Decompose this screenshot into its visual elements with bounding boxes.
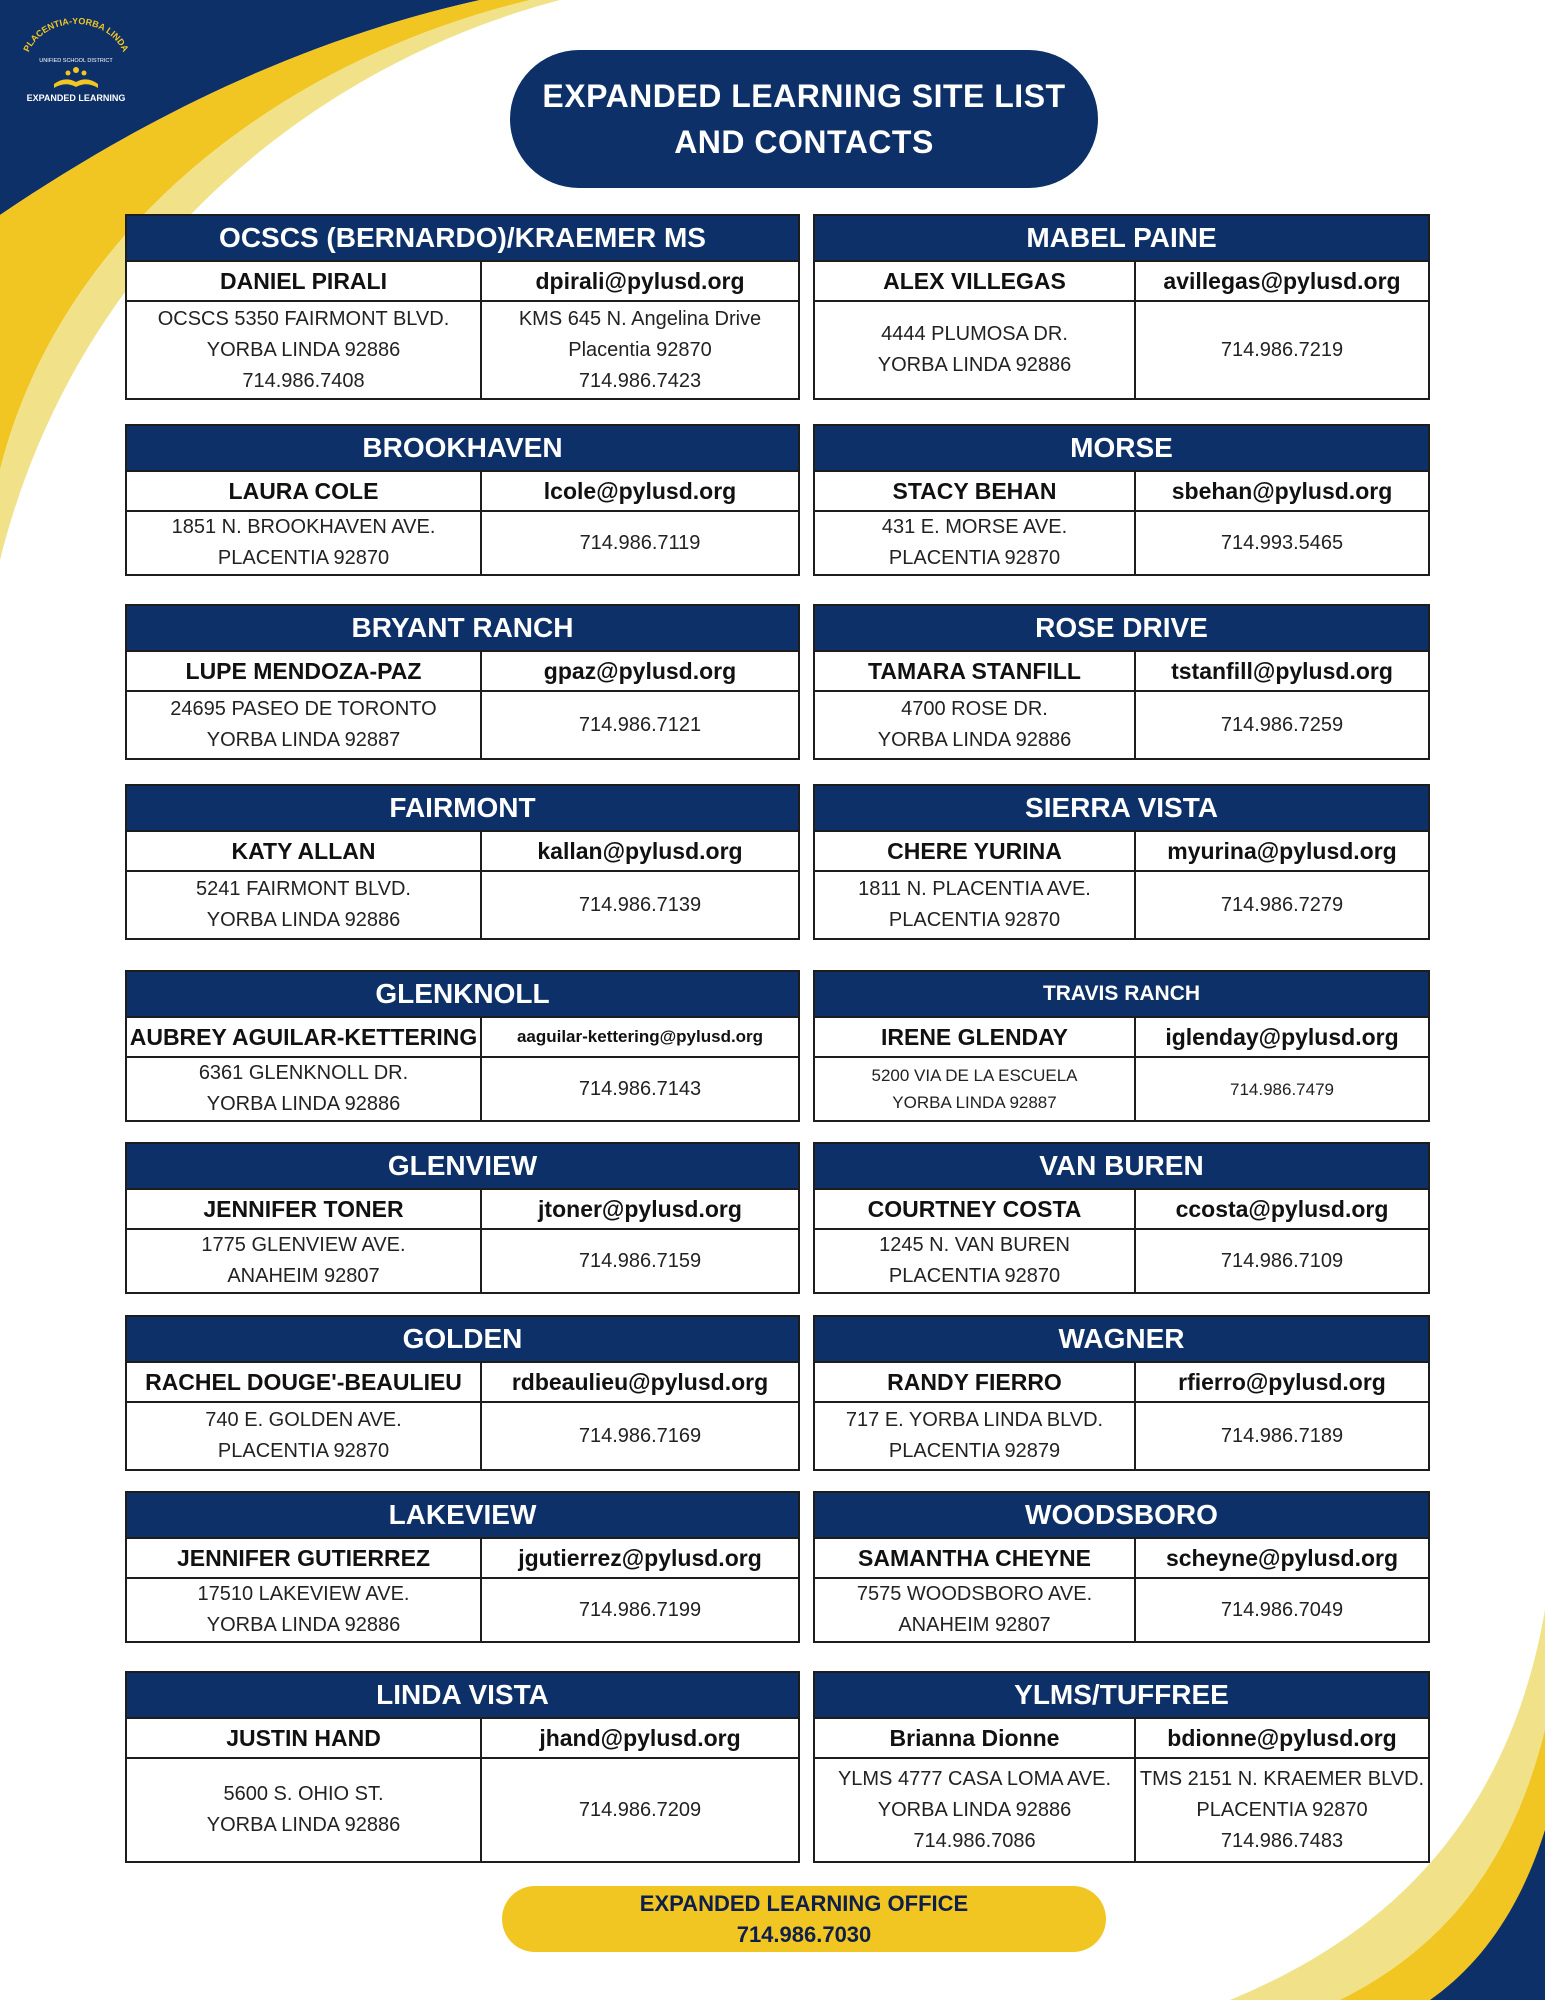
site-email[interactable]: ccosta@pylusd.org <box>1175 1195 1389 1222</box>
site-details-right <box>482 512 798 574</box>
site-contact-name: TAMARA STANFILL <box>815 652 1136 690</box>
site-card-wagner <box>813 1315 1430 1471</box>
site-contact-name: KATY ALLAN <box>127 832 482 870</box>
site-detail-line: 714.986.7139 <box>578 893 702 916</box>
site-name: YLMS/TUFFREE <box>815 1673 1428 1719</box>
site-email[interactable]: tstanfill@pylusd.org <box>1171 657 1393 684</box>
site-email[interactable]: myurina@pylusd.org <box>1167 837 1397 864</box>
site-email[interactable]: gpaz@pylusd.org <box>543 657 737 684</box>
site-details-left <box>815 872 1136 938</box>
site-contact-name: IRENE GLENDAY <box>815 1018 1136 1056</box>
site-detail-line: 714.986.7109 <box>1220 1249 1344 1272</box>
site-detail-line: 4700 ROSE DR. <box>901 698 1048 720</box>
site-details-left <box>815 1058 1136 1120</box>
site-detail-line: 714.986.7199 <box>578 1598 702 1621</box>
site-detail-line: 431 E. MORSE AVE. <box>881 516 1068 538</box>
site-email[interactable]: avillegas@pylusd.org <box>1163 267 1401 294</box>
site-contact-name: JENNIFER GUTIERREZ <box>127 1539 482 1577</box>
site-details-left <box>815 1579 1136 1641</box>
site-details-left <box>127 1403 482 1469</box>
site-details-left <box>127 692 482 758</box>
site-card-glenknoll <box>125 970 800 1122</box>
site-detail-line: 714.986.7159 <box>578 1249 702 1272</box>
site-contact-name: JUSTIN HAND <box>127 1719 482 1757</box>
logo-arc-text: PLACENTIA-YORBA LINDA <box>21 18 131 54</box>
site-detail-line: ANAHEIM 92807 <box>898 1614 1051 1636</box>
site-details-left <box>127 1579 482 1641</box>
site-details-left <box>815 1759 1136 1861</box>
site-detail-line: 5200 VIA DE LA ESCUELA <box>871 1066 1078 1085</box>
site-contact-name: CHERE YURINA <box>815 832 1136 870</box>
site-details-right <box>482 1759 798 1861</box>
site-detail-line: 7575 WOODSBORO AVE. <box>856 1583 1093 1605</box>
site-detail-line: PLACENTIA 92879 <box>888 1440 1061 1462</box>
site-details-left <box>815 1403 1136 1469</box>
site-name: OCSCS (BERNARDO)/KRAEMER MS <box>127 216 798 262</box>
site-card-brookhaven <box>125 424 800 576</box>
site-details-right <box>1136 1058 1428 1120</box>
site-detail-line: OCSCS 5350 FAIRMONT BLVD. <box>157 307 450 330</box>
site-detail-line: YORBA LINDA 92886 <box>877 354 1072 376</box>
site-name: FAIRMONT <box>127 786 798 832</box>
site-name: GLENVIEW <box>127 1144 798 1190</box>
site-details-right <box>1136 1403 1428 1469</box>
site-detail-line: YORBA LINDA 92886 <box>206 909 401 931</box>
site-card-ylms-tuffree <box>813 1671 1430 1863</box>
site-contact-name: AUBREY AGUILAR-KETTERING <box>127 1018 482 1056</box>
site-email[interactable]: aaguilar-kettering@pylusd.org <box>516 1027 764 1046</box>
site-details-left <box>815 1230 1136 1292</box>
book-and-people-icon <box>54 67 98 88</box>
site-detail-line: 17510 LAKEVIEW AVE. <box>197 1583 410 1605</box>
site-details-right <box>482 302 798 398</box>
site-detail-line: 5600 S. OHIO ST. <box>223 1783 384 1805</box>
site-detail-line: PLACENTIA 92870 <box>888 547 1061 569</box>
page-title-line-1: EXPANDED LEARNING SITE LIST <box>542 78 1066 114</box>
site-detail-line: YORBA LINDA 92887 <box>206 729 401 751</box>
site-detail-line: 6361 GLENKNOLL DR. <box>198 1062 409 1084</box>
site-details-right <box>1136 872 1428 938</box>
site-details-right <box>482 1403 798 1469</box>
site-contact-name: Brianna Dionne <box>815 1719 1136 1757</box>
site-detail-line: 5241 FAIRMONT BLVD. <box>196 878 411 900</box>
site-detail-line: 714.986.7279 <box>1220 893 1344 916</box>
site-detail-line: YORBA LINDA 92887 <box>892 1093 1057 1112</box>
site-contact-name: SAMANTHA CHEYNE <box>815 1539 1136 1577</box>
site-detail-line: YORBA LINDA 92886 <box>206 338 401 361</box>
site-contact-name: LAURA COLE <box>127 472 482 510</box>
site-contact-name: DANIEL PIRALI <box>127 262 482 300</box>
site-name: SIERRA VISTA <box>815 786 1428 832</box>
site-details-right <box>482 1579 798 1641</box>
site-detail-line: 714.986.7209 <box>578 1798 702 1821</box>
site-contact-name: JENNIFER TONER <box>127 1190 482 1228</box>
site-detail-line: 714.986.7189 <box>1220 1424 1344 1447</box>
page-title <box>510 50 1098 188</box>
site-detail-line: 714.986.7119 <box>579 531 701 554</box>
office-contact-banner <box>502 1886 1106 1952</box>
site-name: WAGNER <box>815 1317 1428 1363</box>
site-detail-line: 714.986.7483 <box>1220 1829 1344 1852</box>
logo-label: EXPANDED LEARNING <box>26 93 126 103</box>
site-email[interactable]: scheyne@pylusd.org <box>1165 1544 1399 1571</box>
site-card-woodsboro <box>813 1491 1430 1643</box>
site-card-golden <box>125 1315 800 1471</box>
site-details-right <box>1136 692 1428 758</box>
site-name: LAKEVIEW <box>127 1493 798 1539</box>
site-email[interactable]: rfierro@pylusd.org <box>1178 1368 1386 1395</box>
site-detail-line: 714.986.7219 <box>1220 338 1344 361</box>
site-detail-line: 24695 PASEO DE TORONTO <box>170 698 437 720</box>
site-card-sierra-vista <box>813 784 1430 940</box>
site-detail-line: 717 E. YORBA LINDA BLVD. <box>845 1409 1104 1431</box>
site-card-ocscs-bernardo-kraemer-ms <box>125 214 800 400</box>
page-title-line-2: AND CONTACTS <box>674 124 934 160</box>
site-details-left <box>815 512 1136 574</box>
site-details-right <box>1136 1230 1428 1292</box>
site-details-right <box>1136 1759 1428 1861</box>
site-detail-line: 1811 N. PLACENTIA AVE. <box>858 878 1091 900</box>
site-details-right <box>1136 512 1428 574</box>
site-contact-name: ALEX VILLEGAS <box>815 262 1136 300</box>
site-detail-line: PLACENTIA 92870 <box>1196 1798 1368 1821</box>
site-email[interactable]: jhand@pylusd.org <box>539 1724 741 1751</box>
site-detail-line: 714.986.7479 <box>1230 1079 1334 1099</box>
site-detail-line: PLACENTIA 92870 <box>888 909 1061 931</box>
site-name: MABEL PAINE <box>815 216 1428 262</box>
site-name: BROOKHAVEN <box>127 426 798 472</box>
site-details-left <box>127 1230 482 1292</box>
site-details-right <box>482 1230 798 1292</box>
site-detail-line: 714.986.7408 <box>242 369 365 392</box>
site-detail-line: PLACENTIA 92870 <box>217 547 390 569</box>
site-detail-line: YORBA LINDA 92886 <box>206 1093 401 1115</box>
site-email[interactable]: lcole@pylusd.org <box>543 477 737 504</box>
site-detail-line: Placentia 92870 <box>568 338 712 361</box>
site-card-mabel-paine <box>813 214 1430 400</box>
site-contact-name: STACY BEHAN <box>815 472 1136 510</box>
site-email[interactable]: jgutierrez@pylusd.org <box>518 1544 762 1571</box>
site-details-right <box>1136 302 1428 398</box>
site-name: WOODSBORO <box>815 1493 1428 1539</box>
site-details-left <box>127 302 482 398</box>
office-label: EXPANDED LEARNING OFFICE <box>639 1891 969 1916</box>
site-detail-line: 740 E. GOLDEN AVE. <box>205 1409 402 1431</box>
site-contact-name: RANDY FIERRO <box>815 1363 1136 1401</box>
site-details-left <box>127 872 482 938</box>
site-detail-line: 714.986.7121 <box>578 713 702 736</box>
site-detail-line: 714.986.7143 <box>578 1077 702 1100</box>
site-card-travis-ranch <box>813 970 1430 1122</box>
site-details-right <box>482 1058 798 1120</box>
site-detail-line: YORBA LINDA 92886 <box>877 729 1072 751</box>
site-detail-line: 714.986.7423 <box>578 369 702 392</box>
site-email[interactable]: iglenday@pylusd.org <box>1165 1023 1399 1050</box>
site-detail-line: YLMS 4777 CASA LOMA AVE. <box>837 1767 1112 1790</box>
site-detail-line: 4444 PLUMOSA DR. <box>881 323 1068 345</box>
site-name: GLENKNOLL <box>127 972 798 1018</box>
site-details-right <box>1136 1579 1428 1641</box>
site-email[interactable]: rdbeaulieu@pylusd.org <box>511 1368 769 1395</box>
site-detail-line: 714.986.7259 <box>1220 713 1344 736</box>
site-detail-line: YORBA LINDA 92886 <box>206 1614 401 1636</box>
site-card-fairmont <box>125 784 800 940</box>
site-card-linda-vista <box>125 1671 800 1863</box>
site-card-rose-drive <box>813 604 1430 760</box>
site-name: TRAVIS RANCH <box>815 972 1428 1018</box>
site-detail-line: 1245 N. VAN BUREN <box>879 1234 1070 1256</box>
site-detail-line: 714.986.7049 <box>1220 1598 1344 1621</box>
site-name: VAN BUREN <box>815 1144 1428 1190</box>
site-name: MORSE <box>815 426 1428 472</box>
site-email[interactable]: jtoner@pylusd.org <box>538 1195 742 1222</box>
site-detail-line: PLACENTIA 92870 <box>217 1440 390 1462</box>
site-card-morse <box>813 424 1430 576</box>
site-details-right <box>482 872 798 938</box>
site-details-left <box>815 302 1136 398</box>
site-details-right <box>482 692 798 758</box>
site-name: LINDA VISTA <box>127 1673 798 1719</box>
site-contact-name: COURTNEY COSTA <box>815 1190 1136 1228</box>
site-details-left <box>127 512 482 574</box>
site-contact-name: LUPE MENDOZA-PAZ <box>127 652 482 690</box>
site-card-lakeview <box>125 1491 800 1643</box>
site-details-left <box>127 1058 482 1120</box>
office-phone: 714.986.7030 <box>736 1922 872 1947</box>
site-email[interactable]: sbehan@pylusd.org <box>1171 477 1393 504</box>
site-detail-line: YORBA LINDA 92886 <box>877 1798 1072 1821</box>
site-card-bryant-ranch <box>125 604 800 760</box>
site-detail-line: 714.993.5465 <box>1220 531 1344 554</box>
site-detail-line: PLACENTIA 92870 <box>888 1265 1061 1287</box>
site-name: ROSE DRIVE <box>815 606 1428 652</box>
site-detail-line: 1775 GLENVIEW AVE. <box>201 1234 406 1256</box>
site-detail-line: TMS 2151 N. KRAEMER BLVD. <box>1139 1767 1425 1790</box>
site-contact-name: RACHEL DOUGE'-BEAULIEU <box>127 1363 482 1401</box>
site-detail-line: 714.986.7086 <box>913 1829 1036 1852</box>
site-email[interactable]: kallan@pylusd.org <box>537 837 743 864</box>
site-details-left <box>127 1759 482 1861</box>
site-email[interactable]: bdionne@pylusd.org <box>1167 1724 1397 1751</box>
logo-sub-text: UNIFIED SCHOOL DISTRICT <box>39 58 113 64</box>
site-name: GOLDEN <box>127 1317 798 1363</box>
site-details-left <box>815 692 1136 758</box>
site-detail-line: KMS 645 N. Angelina Drive <box>518 307 762 330</box>
site-email[interactable]: dpirali@pylusd.org <box>535 267 745 294</box>
site-card-van-buren <box>813 1142 1430 1294</box>
district-logo <box>14 18 138 108</box>
site-detail-line: 714.986.7169 <box>578 1424 702 1447</box>
site-detail-line: YORBA LINDA 92886 <box>206 1814 401 1836</box>
site-detail-line: ANAHEIM 92807 <box>227 1265 380 1287</box>
site-detail-line: 1851 N. BROOKHAVEN AVE. <box>171 516 436 538</box>
site-name: BRYANT RANCH <box>127 606 798 652</box>
site-card-glenview <box>125 1142 800 1294</box>
